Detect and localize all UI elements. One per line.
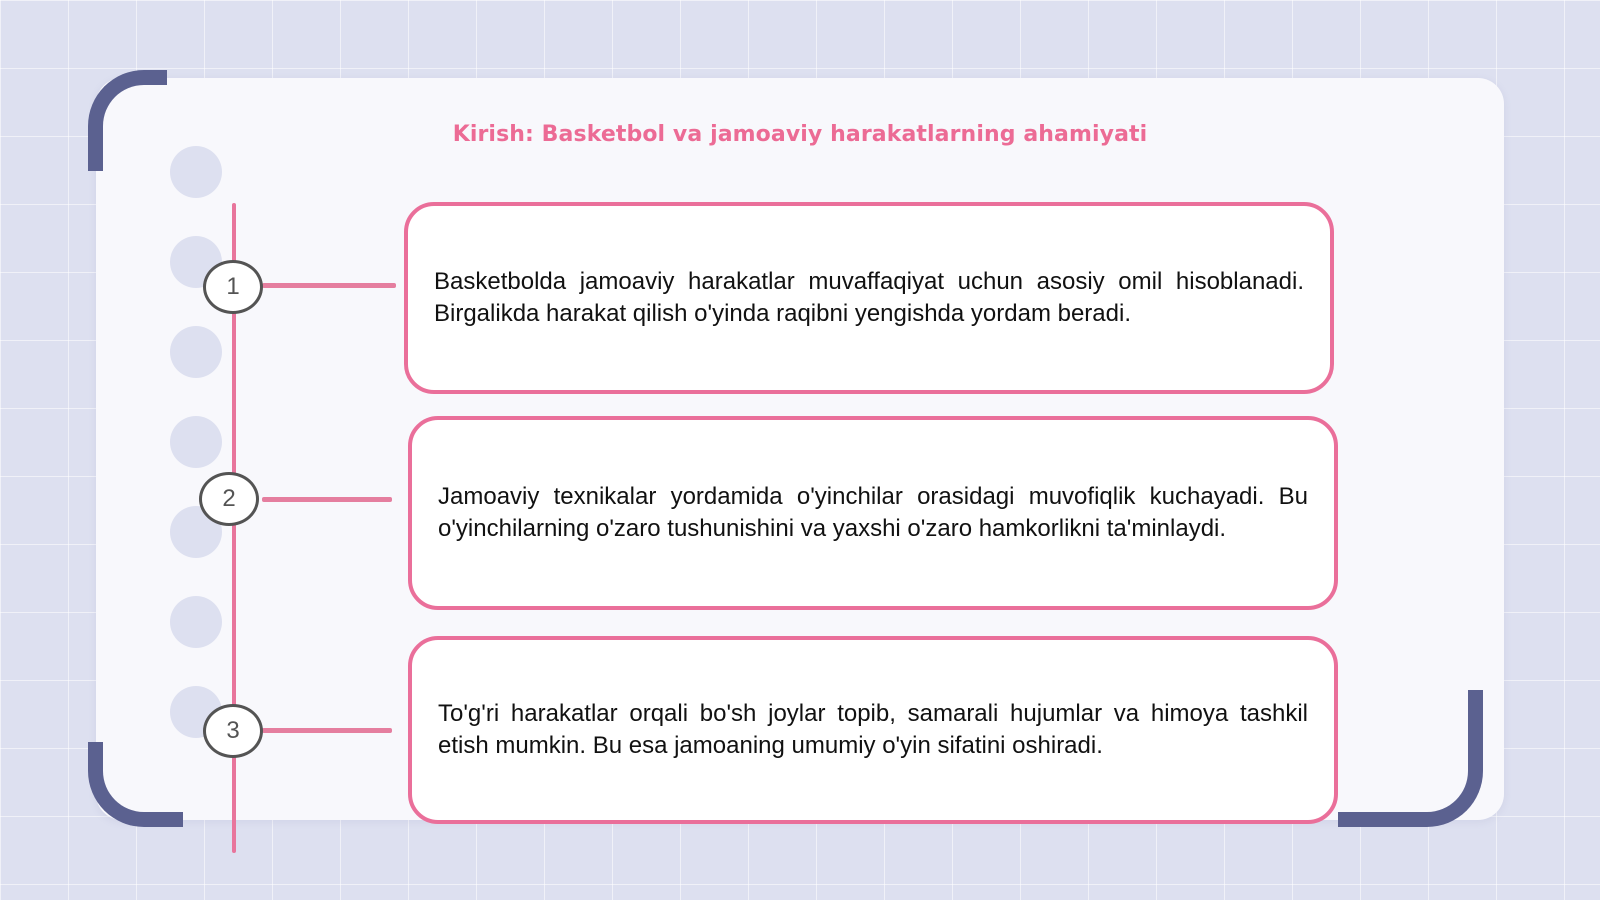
step-text: Basketbolda jamoaviy harakatlar muvaffaqiyat uchun asosiy omil hisoblanadi. Birgalikda harakat qilish o'yinda raqibni yengishda yordam beradi. (434, 268, 1304, 327)
corner-bracket-top-left (88, 70, 167, 171)
step-connector (262, 497, 392, 502)
binder-hole (170, 596, 222, 648)
step-card (408, 636, 1338, 824)
step-number-badge: 3 (203, 704, 263, 758)
binder-hole (170, 326, 222, 378)
binder-hole (170, 146, 222, 198)
step-number-badge: 1 (203, 260, 263, 314)
step-card (408, 416, 1338, 610)
step-text: Jamoaviy texnikalar yordamida o'yinchilar orasidagi muvofiqlik kuchayadi. Bu o'yinchilarning o'zaro tushunishini va yaxshi o'zaro hamkorlikni ta'minlaydi. (438, 483, 1308, 542)
step-text: To'g'ri harakatlar orqali bo'sh joylar topib, samarali hujumlar va himoya tashkil etish mumkin. Bu esa jamoaning umumiy o'yin sifatini oshiradi. (438, 700, 1308, 759)
step-connector (262, 728, 392, 733)
step-card (404, 202, 1334, 394)
slide-title: Kirish: Basketbol va jamoaviy harakatlarning ahamiyati (452, 122, 1148, 147)
binder-hole (170, 416, 222, 468)
step-connector (262, 283, 396, 288)
corner-bracket-bottom-left (88, 742, 183, 827)
step-number-badge: 2 (199, 472, 259, 526)
corner-bracket-bottom-right (1338, 690, 1483, 827)
